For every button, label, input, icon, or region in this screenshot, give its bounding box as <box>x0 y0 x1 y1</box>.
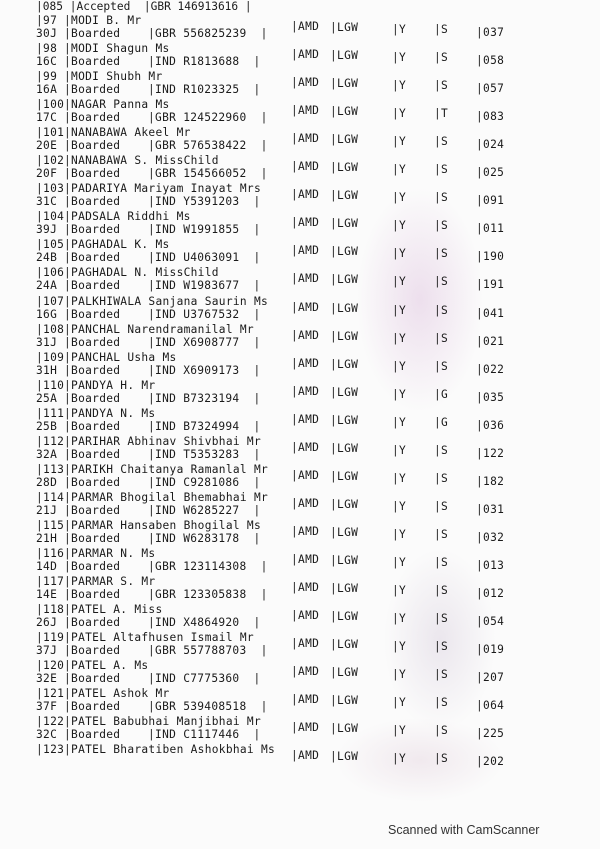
status-code: |S <box>434 555 449 569</box>
destination-code: |LGW <box>330 77 359 91</box>
passenger-number: |122 <box>36 715 65 729</box>
passenger-name: |NANABAWA S. MissChild <box>64 154 219 168</box>
cabin-class: |Y <box>392 275 407 289</box>
seat-number: 24A <box>36 279 58 293</box>
destination-code: |LGW <box>330 722 359 736</box>
origin-code: |AMD <box>291 20 320 33</box>
boarding-status: |Boarded <box>64 728 121 742</box>
passenger-name: |MODI Shagun Ms <box>64 42 170 56</box>
passenger-number: |102 <box>36 154 65 168</box>
destination-code: |LGW <box>330 357 359 371</box>
seat-number: 30J <box>36 27 58 40</box>
status-code: |S <box>434 219 449 233</box>
passport-number: |IND B7323194 | <box>148 391 261 405</box>
cabin-class: |Y <box>392 303 407 317</box>
passport-number: |GBR 556825239 | <box>148 27 268 40</box>
boarding-status: |Boarded <box>64 616 121 630</box>
sequence-number: |182 <box>476 474 505 488</box>
passenger-number: |107 <box>36 294 65 308</box>
passenger-record <box>0 687 600 715</box>
origin-code: |AMD <box>291 216 320 230</box>
boarding-status: |Boarded <box>64 672 121 686</box>
cabin-class: |Y <box>392 107 407 121</box>
origin-code: |AMD <box>291 524 320 538</box>
destination-code: |LGW <box>330 161 359 175</box>
origin-code: |AMD <box>291 581 320 594</box>
boarding-status: |Boarded <box>64 503 121 517</box>
passenger-name: |PARMAR S. Mr <box>64 575 156 588</box>
cabin-class: |Y <box>392 135 407 149</box>
cabin-class: |Y <box>392 51 407 65</box>
sequence-number: |054 <box>476 615 505 629</box>
status-code: |S <box>434 640 449 654</box>
origin-code: |AMD <box>291 496 320 510</box>
origin-code: |AMD <box>291 749 320 763</box>
sequence-number: |057 <box>476 82 505 96</box>
sequence-number: |031 <box>476 502 505 516</box>
passport-number: |IND W6283178 | <box>148 531 261 545</box>
passenger-number: |115 <box>36 518 65 532</box>
passenger-record <box>0 238 600 266</box>
passenger-number: |99 <box>36 70 58 84</box>
sequence-number: |021 <box>476 334 505 348</box>
destination-code: |LGW <box>330 245 359 259</box>
origin-code: |AMD <box>291 468 320 482</box>
passenger-record <box>0 266 600 294</box>
seat-number: 14E <box>36 588 58 601</box>
origin-code: |AMD <box>291 637 320 651</box>
origin-code: |AMD <box>291 76 320 90</box>
origin-code: |AMD <box>291 440 320 454</box>
passenger-record <box>0 575 600 603</box>
sequence-number: |032 <box>476 530 505 544</box>
cabin-class: |Y <box>392 724 407 738</box>
sequence-number: |037 <box>476 26 505 39</box>
boarding-status: |Boarded <box>64 195 121 209</box>
sequence-number: |012 <box>476 587 505 600</box>
seat-number: 16C <box>36 55 58 69</box>
destination-code: |LGW <box>330 49 359 63</box>
sequence-number: |058 <box>476 54 505 68</box>
passport-number: |IND Y5391203 | <box>148 195 261 209</box>
cabin-class: |Y <box>392 443 407 457</box>
passport-number: |IND U3767532 | <box>148 307 261 321</box>
cabin-class: |Y <box>392 696 407 710</box>
origin-code: |AMD <box>291 188 320 202</box>
passenger-name: |PANDYA N. Ms <box>64 406 156 420</box>
cabin-class: |Y <box>392 219 407 233</box>
origin-code: |AMD <box>291 160 320 174</box>
cabin-class: |Y <box>392 640 407 654</box>
passport-number: |IND B7324994 | <box>148 419 261 433</box>
passenger-name: |NAGAR Panna Ms <box>64 98 170 112</box>
status-code: |S <box>434 499 449 513</box>
passenger-number: |119 <box>36 631 65 645</box>
passport-number: |IND W1983677 | <box>148 279 261 293</box>
passenger-name: |PARMAR N. Ms <box>64 546 156 560</box>
cabin-class: |Y <box>392 387 407 401</box>
destination-code: |LGW <box>330 694 359 708</box>
seat-number: 31J <box>36 335 58 349</box>
passport-number: |IND C1117446 | <box>148 728 261 742</box>
cabin-class: |Y <box>392 471 407 485</box>
passenger-name: |PANDYA H. Mr <box>64 378 156 392</box>
origin-code: |AMD <box>291 328 320 342</box>
passenger-record <box>0 98 600 126</box>
destination-code: |LGW <box>330 217 359 231</box>
passenger-record <box>0 547 600 575</box>
seat-number: 32C <box>36 728 58 742</box>
seat-number: 25B <box>36 419 58 433</box>
cabin-class: |Y <box>392 668 407 682</box>
passenger-record <box>0 70 600 98</box>
seat-number: 20E <box>36 139 58 153</box>
status-code: |S <box>434 527 449 541</box>
seat-number: 21H <box>36 531 58 545</box>
boarding-status: |Boarded <box>64 139 121 153</box>
status-code: |S <box>434 359 449 373</box>
seat-number: 16A <box>36 83 58 97</box>
boarding-status: |Boarded <box>64 251 121 265</box>
passport-number: |IND C9281086 | <box>148 475 261 489</box>
cabin-class: |Y <box>392 555 407 569</box>
passport-number: |IND X4864920 | <box>148 616 261 630</box>
boarding-status: |Boarded <box>64 27 121 40</box>
passenger-record <box>0 659 600 687</box>
passport-number: |IND R1023325 | <box>148 83 261 97</box>
seat-number: 14D <box>36 559 58 573</box>
sequence-number: |122 <box>476 446 505 460</box>
origin-code: |AMD <box>291 693 320 707</box>
cabin-class: |Y <box>392 247 407 261</box>
sequence-number: |036 <box>476 418 505 432</box>
status-code: |S <box>434 752 449 766</box>
passenger-name: |PATEL Ashok Mr <box>64 687 170 701</box>
cabin-class: |Y <box>392 359 407 373</box>
destination-code: |LGW <box>330 413 359 427</box>
passenger-number: |117 <box>36 575 65 588</box>
passenger-record <box>0 351 600 379</box>
passport-number: |GBR 557788703 | <box>148 644 268 658</box>
seat-number: 25A <box>36 391 58 405</box>
sequence-number: |225 <box>476 727 505 741</box>
destination-code: |LGW <box>330 582 359 595</box>
passenger-name: |PAGHADAL K. Ms <box>64 238 170 252</box>
status-code: |S <box>434 303 449 317</box>
passenger-number: |116 <box>36 546 65 560</box>
boarding-status: |Boarded <box>64 55 121 69</box>
status-code: |S <box>434 724 449 738</box>
status-code: |S <box>434 275 449 289</box>
passport-number: |GBR 124522960 | <box>148 111 268 125</box>
passenger-record <box>0 743 600 771</box>
status-code: |S <box>434 471 449 485</box>
passenger-name: |PARMAR Hansaben Bhogilal Ms <box>64 518 262 532</box>
seat-number: 32A <box>36 447 58 461</box>
passenger-name: |PADSALA Riddhi Ms <box>64 210 191 224</box>
passenger-name: |PARIHAR Abhinav Shivbhai Mr <box>64 434 262 448</box>
passenger-name: |PATEL A. Ms <box>64 659 149 673</box>
passenger-name: |MODI B. Mr <box>64 14 142 27</box>
boarding-status: |Boarded <box>64 279 121 293</box>
passenger-record <box>0 210 600 238</box>
seat-number: 17C <box>36 111 58 125</box>
passenger-record <box>0 715 600 743</box>
sequence-number: |091 <box>476 194 505 208</box>
status-code: |S <box>434 163 449 177</box>
status-code: |T <box>434 107 449 121</box>
origin-code: |AMD <box>291 384 320 398</box>
origin-code: |AMD <box>291 721 320 735</box>
sequence-number: |035 <box>476 390 505 404</box>
passenger-record <box>0 126 600 154</box>
seat-number: 32E <box>36 672 58 686</box>
destination-code: |LGW <box>330 189 359 203</box>
seat-number: 16G <box>36 307 58 321</box>
origin-code: |AMD <box>291 104 320 118</box>
sequence-number: |019 <box>476 643 505 657</box>
origin-code: |AMD <box>291 244 320 258</box>
passenger-number: |123 <box>36 743 65 757</box>
destination-code: |LGW <box>330 750 359 764</box>
status-code: |S <box>434 443 449 457</box>
origin-code: |AMD <box>291 552 320 566</box>
passenger-name: |PANCHAL Narendramanilal Mr <box>64 322 254 336</box>
cabin-class: |Y <box>392 752 407 766</box>
boarding-status: |Boarded <box>64 307 121 321</box>
passenger-name: |PARMAR Bhogilal Bhemabhai Mr <box>64 490 269 504</box>
origin-code: |AMD <box>291 609 320 623</box>
cabin-class: |Y <box>392 527 407 541</box>
boarding-status: |Boarded <box>64 700 121 714</box>
destination-code: |LGW <box>330 385 359 399</box>
cabin-class: |Y <box>392 23 407 36</box>
boarding-status: |Boarded <box>64 644 121 658</box>
passenger-record <box>0 14 600 42</box>
boarding-status: |Boarded <box>64 588 121 601</box>
boarding-status: |Boarded <box>64 363 121 377</box>
passport-number: |GBR 123305838 | <box>148 588 268 601</box>
passenger-record <box>0 182 600 210</box>
passenger-name: |PATEL Altafhusen Ismail Mr <box>64 631 254 645</box>
passenger-record <box>0 323 600 351</box>
destination-code: |LGW <box>330 497 359 511</box>
boarding-status: |Boarded <box>64 167 121 181</box>
passenger-record <box>0 491 600 519</box>
status-code: |S <box>434 612 449 626</box>
passenger-record <box>0 435 600 463</box>
passenger-record <box>0 463 600 491</box>
cabin-class: |Y <box>392 584 407 597</box>
passenger-number: |105 <box>36 238 65 252</box>
status-code: |S <box>434 51 449 65</box>
passport-number: |GBR 576538422 | <box>148 139 268 153</box>
origin-code: |AMD <box>291 272 320 286</box>
status-code: |S <box>434 584 449 597</box>
destination-code: |LGW <box>330 133 359 147</box>
boarding-status: |Boarded <box>64 391 121 405</box>
sequence-number: |190 <box>476 250 505 264</box>
cabin-class: |Y <box>392 499 407 513</box>
passenger-number: |97 <box>36 14 58 27</box>
passport-number: |IND W1991855 | <box>148 223 261 237</box>
status-code: |S <box>434 79 449 93</box>
destination-code: |LGW <box>330 553 359 567</box>
seat-number: 28D <box>36 475 58 489</box>
passport-number: |IND R1813688 | <box>148 55 261 69</box>
cabin-class: |Y <box>392 415 407 429</box>
passenger-name: |PADARIYA Mariyam Inayat Mrs <box>64 182 262 196</box>
boarding-status: |Boarded <box>64 335 121 349</box>
passenger-number: |108 <box>36 322 65 336</box>
passport-number: |IND X6908777 | <box>148 335 261 349</box>
status-code: |G <box>434 387 449 401</box>
sequence-number: |025 <box>476 166 505 180</box>
passenger-number: |118 <box>36 603 65 617</box>
passenger-number: |111 <box>36 406 65 420</box>
boarding-status: |Boarded <box>64 447 121 461</box>
destination-code: |LGW <box>330 329 359 343</box>
cabin-class: |Y <box>392 191 407 205</box>
destination-code: |LGW <box>330 525 359 539</box>
boarding-status: |Boarded <box>64 531 121 545</box>
origin-code: |AMD <box>291 300 320 314</box>
passenger-name: |PANCHAL Usha Ms <box>64 350 177 364</box>
destination-code: |LGW <box>330 666 359 680</box>
status-code: |S <box>434 135 449 149</box>
passenger-record <box>0 379 600 407</box>
sequence-number: |202 <box>476 755 505 769</box>
seat-number: 21J <box>36 503 58 517</box>
destination-code: |LGW <box>330 638 359 652</box>
passenger-number: |106 <box>36 266 65 280</box>
passenger-name: |PATEL A. Miss <box>64 603 163 617</box>
boarding-status: |Boarded <box>64 559 121 573</box>
passenger-name: |PAGHADAL N. MissChild <box>64 266 219 280</box>
passenger-number: |120 <box>36 659 65 673</box>
destination-code: |LGW <box>330 469 359 483</box>
header-row: |085 |Accepted |GBR 146913616 | <box>36 0 252 13</box>
passenger-number: |113 <box>36 462 65 476</box>
passenger-name: |PALKHIWALA Sanjana Saurin Ms <box>64 294 269 308</box>
passenger-record <box>0 631 600 659</box>
passport-number: |GBR 123114308 | <box>148 559 268 573</box>
destination-code: |LGW <box>330 610 359 624</box>
passenger-record <box>0 42 600 70</box>
sequence-number: |013 <box>476 558 505 572</box>
passenger-number: |112 <box>36 434 65 448</box>
origin-code: |AMD <box>291 412 320 426</box>
passport-number: |IND X6909173 | <box>148 363 261 377</box>
cabin-class: |Y <box>392 79 407 93</box>
sequence-number: |191 <box>476 278 505 292</box>
seat-number: 24B <box>36 251 58 265</box>
passenger-number: |104 <box>36 210 65 224</box>
origin-code: |AMD <box>291 356 320 370</box>
boarding-status: |Boarded <box>64 83 121 97</box>
sequence-number: |022 <box>476 362 505 376</box>
cabin-class: |Y <box>392 612 407 626</box>
seat-number: 39J <box>36 223 58 237</box>
seat-number: 20F <box>36 167 58 181</box>
passport-number: |IND U4063091 | <box>148 251 261 265</box>
status-code: |S <box>434 668 449 682</box>
passenger-name: |PATEL Babubhai Manjibhai Mr <box>64 715 262 729</box>
destination-code: |LGW <box>330 301 359 315</box>
passenger-number: |98 <box>36 42 58 56</box>
status-code: |S <box>434 331 449 345</box>
passenger-number: |114 <box>36 490 65 504</box>
origin-code: |AMD <box>291 132 320 146</box>
passport-number: |GBR 154566052 | <box>148 167 268 181</box>
origin-code: |AMD <box>291 665 320 679</box>
status-code: |S <box>434 23 449 36</box>
passenger-record <box>0 295 600 323</box>
boarding-status: |Boarded <box>64 111 121 125</box>
boarding-status: |Boarded <box>64 475 121 489</box>
sequence-number: |011 <box>476 222 505 236</box>
destination-code: |LGW <box>330 273 359 287</box>
passenger-number: |121 <box>36 687 65 701</box>
passenger-name: |PATEL Bharatiben Ashokbhai Ms <box>64 743 276 757</box>
seat-number: 31H <box>36 363 58 377</box>
passenger-name: |MODI Shubh Mr <box>64 70 163 84</box>
boarding-status: |Boarded <box>64 419 121 433</box>
cabin-class: |Y <box>392 331 407 345</box>
passport-number: |IND C7775360 | <box>148 672 261 686</box>
seat-number: 37J <box>36 644 58 658</box>
passenger-record <box>0 154 600 182</box>
destination-code: |LGW <box>330 21 359 34</box>
sequence-number: |083 <box>476 110 505 124</box>
destination-code: |LGW <box>330 441 359 455</box>
status-code: |S <box>434 696 449 710</box>
passenger-record <box>0 407 600 435</box>
sequence-number: |207 <box>476 671 505 685</box>
status-code: |S <box>434 247 449 261</box>
passenger-number: |109 <box>36 350 65 364</box>
destination-code: |LGW <box>330 105 359 119</box>
boarding-status: |Boarded <box>64 223 121 237</box>
seat-number: 31C <box>36 195 58 209</box>
passenger-name: |NANABAWA Akeel Mr <box>64 126 191 140</box>
status-code: |S <box>434 191 449 205</box>
sequence-number: |024 <box>476 138 505 152</box>
passport-number: |GBR 539408518 | <box>148 700 268 714</box>
status-code: |G <box>434 415 449 429</box>
seat-number: 37F <box>36 700 58 714</box>
scanner-watermark: Scanned with CamScanner <box>388 823 540 837</box>
passport-number: |IND W6285227 | <box>148 503 261 517</box>
sequence-number: |064 <box>476 699 505 713</box>
passport-number: |IND T5353283 | <box>148 447 261 461</box>
passenger-number: |110 <box>36 378 65 392</box>
passenger-record <box>0 603 600 631</box>
origin-code: |AMD <box>291 48 320 62</box>
passenger-record <box>0 519 600 547</box>
cabin-class: |Y <box>392 163 407 177</box>
passenger-name: |PARIKH Chaitanya Ramanlal Mr <box>64 462 269 476</box>
passenger-number: |103 <box>36 182 65 196</box>
seat-number: 26J <box>36 616 58 630</box>
passenger-number: |100 <box>36 98 65 112</box>
passenger-number: |101 <box>36 126 65 140</box>
sequence-number: |041 <box>476 306 505 320</box>
